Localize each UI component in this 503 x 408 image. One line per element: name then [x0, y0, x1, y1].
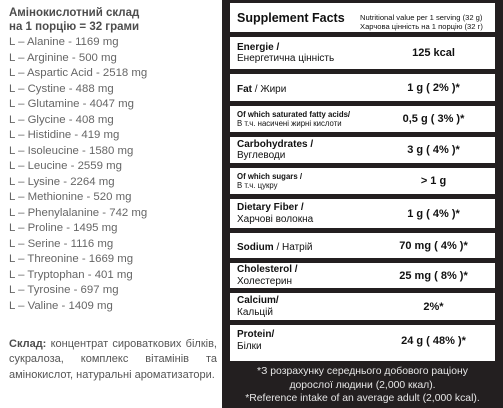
amino-title-line1: Амінокислотний склад [9, 7, 140, 19]
footnote-line3: *Reference intake of an average adult (2,000 kcal). [245, 393, 480, 404]
row-value: 3 g ( 4% )* [407, 144, 460, 156]
row-label [237, 295, 279, 318]
amino-title-line2: на 1 порцію = 32 грами [9, 21, 140, 33]
row-label [237, 42, 334, 65]
row-label [237, 139, 313, 162]
facts-serving-note [360, 13, 495, 31]
row-value: 1 g ( 4% )* [407, 207, 460, 220]
amino-item-glutamine: L – Glutamine - 4047 mg [9, 98, 134, 110]
row-label-bold: Of which sugars / [237, 171, 302, 181]
footnote-line1: *З розрахунку середнього добового раціону [257, 366, 468, 377]
row-label [237, 237, 313, 255]
row-label [237, 79, 286, 97]
row-label-bold: Calcium/ [237, 295, 279, 306]
amino-item-tyrosine: L – Tyrosine - 697 mg [9, 284, 119, 296]
amino-item-lysine: L – Lysine - 2264 mg [9, 175, 115, 188]
row-label-bold: Sodium [237, 241, 274, 253]
amino-item-threonine: L – Threonine - 1669 mg [9, 253, 134, 265]
row-label-bold: Protein/ [237, 329, 275, 340]
facts-row-sodium [230, 233, 495, 258]
row-label-sub: Кальцій [237, 306, 273, 318]
facts-row-protein [230, 325, 495, 356]
supplement-facts-table [230, 3, 495, 361]
amino-item-cystine: L – Cystine - 488 mg [9, 82, 114, 95]
row-label [237, 264, 298, 287]
amino-item-proline: L – Proline - 1495 mg [9, 222, 118, 234]
facts-row-cholesterol [230, 263, 495, 288]
row-value: 125 kcal [412, 47, 455, 59]
amino-item-aspartic-acid: L – Aspartic Acid - 2518 mg [9, 67, 148, 79]
row-value: 70 mg ( 4% )* [399, 239, 468, 252]
row-label-sub: Вуглеводи [237, 150, 286, 161]
composition-text [9, 337, 217, 383]
facts-row-calcium [230, 293, 495, 320]
row-label-bold: Carbohydrates / [237, 138, 314, 150]
row-label-bold: Dietary Fiber / [237, 202, 304, 213]
reference-intake-footnote [222, 365, 503, 406]
serving-note-line1: Nutritional value per 1 serving (32 g) [360, 13, 483, 22]
row-label-sub: В т.ч. насичені жирні кислоти [237, 119, 342, 128]
facts-row-sugars [230, 168, 495, 194]
facts-title: Supplement Facts [237, 10, 345, 25]
row-label-bold: Energie / [237, 41, 280, 53]
amino-item-methionine: L – Methionine - 520 mg [9, 191, 132, 203]
facts-row-dietary-fiber [230, 199, 495, 228]
amino-item-isoleucine: L – Isoleucine - 1580 mg [9, 144, 134, 157]
row-label-bold: Cholesterol / [237, 264, 298, 275]
row-value: 24 g ( 48% )* [401, 334, 466, 347]
amino-item-alanine: L – Alanine - 1169 mg [9, 36, 119, 48]
amino-acid-section [9, 6, 217, 383]
row-label-sub: Харчові волокна [237, 213, 314, 225]
supplement-facts-panel [222, 0, 503, 408]
row-label-sub: / Жири [252, 83, 287, 95]
serving-note-line2: Харчова цінність на 1 порцію (32 г) [360, 22, 483, 31]
row-label [237, 110, 350, 129]
amino-item-arginine: L – Arginine - 500 mg [9, 51, 117, 64]
footnote-line2: дорослої людини (2,000 ккал). [289, 379, 436, 391]
amino-list [9, 35, 217, 314]
amino-item-histidine: L – Histidine - 419 mg [9, 129, 120, 141]
row-label [237, 202, 313, 225]
row-label [237, 172, 302, 191]
row-value: > 1 g [420, 175, 447, 187]
facts-row-fat [230, 74, 495, 101]
amino-item-valine: L – Valine - 1409 mg [9, 299, 113, 312]
row-value: 1 g ( 2% )* [407, 81, 460, 94]
row-label-sub: Холестерин [237, 275, 292, 287]
row-label-bold: Of which saturated fatty acids/ [237, 109, 351, 119]
row-value: 25 mg ( 8% )* [399, 269, 468, 282]
composition-label: Склад: [9, 338, 47, 350]
row-value: 2%* [423, 300, 444, 313]
row-label-bold: Fat [237, 83, 252, 95]
amino-item-glycine: L – Glycine - 408 mg [9, 113, 114, 126]
facts-row-carbohydrates [230, 137, 495, 163]
row-label-sub: Білки [237, 340, 262, 352]
facts-row-saturated-fat [230, 106, 495, 132]
facts-row-energy [230, 37, 495, 69]
amino-item-leucine: L – Leucine - 2559 mg [9, 160, 122, 172]
row-label [237, 329, 274, 352]
row-label-sub: В т.ч. цукру [237, 181, 278, 190]
row-value: 0,5 g ( 3% )* [402, 113, 465, 125]
facts-header [230, 3, 495, 32]
amino-item-tryptophan: L – Tryptophan - 401 mg [9, 268, 133, 281]
amino-item-phenylalanine: L – Phenylalanine - 742 mg [9, 206, 148, 219]
amino-item-serine: L – Serine - 1116 mg [9, 237, 114, 250]
composition-body: концентрат сироваткових білків, сукралоза, комплекс вітамінів та амінокислот, натуральні ароматизатори. [9, 338, 217, 381]
row-label-sub: Енергетична цінність [237, 53, 335, 64]
row-label-sub: / Натрій [273, 241, 313, 253]
